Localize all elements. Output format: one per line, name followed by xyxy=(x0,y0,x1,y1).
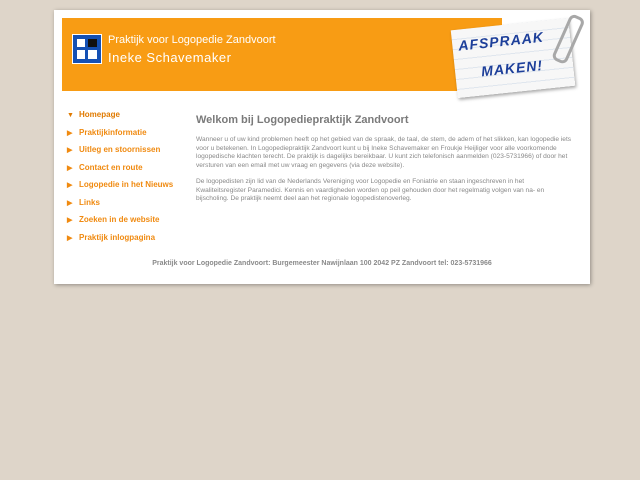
afspraak-maken-button[interactable] xyxy=(451,18,575,98)
triangle-right-icon: ▶ xyxy=(67,164,73,172)
therapist-name: Ineke Schavemaker xyxy=(108,50,232,65)
nav-item-label: Contact en route xyxy=(79,162,143,172)
site-header xyxy=(62,18,502,91)
practice-logo xyxy=(72,34,102,64)
main-content xyxy=(196,114,572,211)
nav-item-zoeken[interactable] xyxy=(67,215,187,233)
triangle-right-icon: ▶ xyxy=(67,147,73,154)
nav-item-label: Logopedie in het Nieuws xyxy=(79,180,174,189)
triangle-right-icon: ▶ xyxy=(67,129,73,137)
page-container xyxy=(54,10,590,284)
nav-item-links[interactable] xyxy=(67,198,187,216)
nav-item-label: Praktijkinformatie xyxy=(79,127,147,137)
nav-item-label: Links xyxy=(79,197,100,207)
triangle-right-icon: ▶ xyxy=(67,217,73,224)
triangle-down-icon: ▼ xyxy=(67,112,74,119)
site-footer: Praktijk voor Logopedie Zandvoort: Burgemeester Nawijnlaan 100 2042 PZ Zandvoort tel: 023-5731966 xyxy=(152,260,492,267)
nav-item-uitleg[interactable] xyxy=(67,145,187,163)
site-title: Praktijk voor Logopedie Zandvoort xyxy=(108,34,276,46)
membership-paragraph: De logopedisten zijn lid van de Nederlands Vereniging voor Logopedie en Foniatrie en staan ingeschreven in het Kwaliteitsregister Paramedici. Kennis en vaardigheden worden op peil gehouden door het regelmatig volgen van na- en bijscholing. De praktijk neemt deel aan het regionale logopedistenoverleg. xyxy=(196,177,545,203)
triangle-right-icon: ▶ xyxy=(67,199,73,207)
intro-paragraph: Wanneer u of uw kind problemen heeft op het gebied van de spraak, de taal, de stem, de adem of het slikken, kan logopedie iets voor u betekenen. In Logopediepraktijk Zandvoort kunt u bij Ineke Schavemaker en Froukje Heijliger voor alle voorkomende logopedische klachten terecht. De praktijk is dagelijks bereikbaar. U kunt zich telefonisch aanmelden (023-5731966) of door het versturen van een email met uw vraag en gegevens (via deze website). xyxy=(196,136,572,170)
triangle-right-icon: ▶ xyxy=(67,182,73,189)
sidebar-nav xyxy=(67,110,187,250)
page-title: Welkom bij Logopediepraktijk Zandvoort xyxy=(196,114,409,126)
nav-item-label: Praktijk inlogpagina xyxy=(79,232,156,242)
afspraak-label: AFSPRAAK xyxy=(457,28,545,54)
maken-label: MAKEN! xyxy=(480,56,544,80)
nav-item-nieuws[interactable] xyxy=(67,180,187,198)
paperclip-icon xyxy=(551,13,586,65)
nav-item-label: Zoeken in de website xyxy=(79,215,160,224)
nav-item-homepage[interactable] xyxy=(67,110,187,128)
nav-item-label: Uitleg en stoornissen xyxy=(79,145,161,154)
nav-item-label: Homepage xyxy=(79,110,120,119)
nav-item-inlog[interactable] xyxy=(67,233,187,251)
nav-item-contact[interactable] xyxy=(67,163,187,181)
triangle-right-icon: ▶ xyxy=(67,234,73,242)
nav-item-praktijkinformatie[interactable] xyxy=(67,128,187,146)
